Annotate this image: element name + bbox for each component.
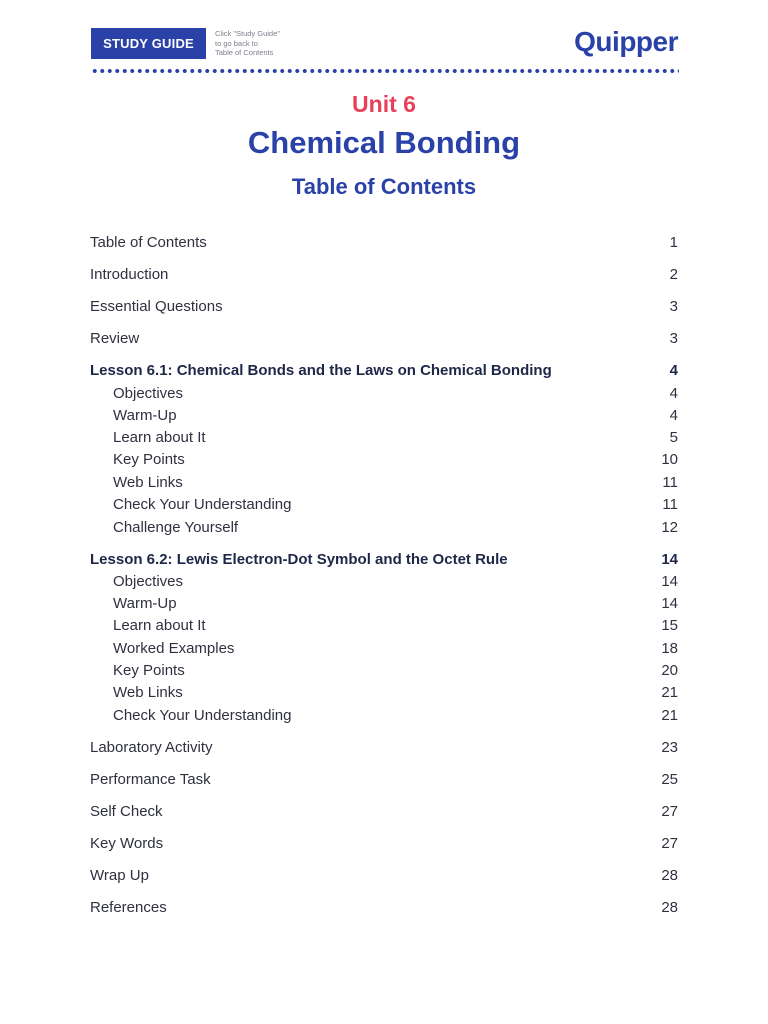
toc-subentry[interactable] (113, 639, 678, 659)
toc-entry-title: Performance Task (90, 771, 211, 788)
toc-entry-title: Warm-Up (113, 595, 177, 612)
toc-entry-title: Introduction (90, 266, 169, 283)
toc-entry-title: Objectives (113, 573, 184, 590)
chapter-title: Chemical Bonding (247, 125, 521, 160)
toc-entry-page: 18 (661, 640, 678, 657)
toc-entry-title: Key Points (113, 451, 185, 468)
toc-entry-page: 21 (661, 707, 678, 724)
toc-entry-page: 28 (661, 899, 678, 916)
toc-subentry[interactable] (113, 518, 678, 538)
toc-entry-page: 14 (661, 595, 678, 612)
toc-entry-title: Essential Questions (90, 298, 223, 315)
toc-entry-page: 12 (661, 519, 678, 536)
toc-entry-title: Laboratory Activity (90, 739, 213, 756)
toc-entry[interactable] (90, 329, 678, 349)
toc-entry-page: 14 (661, 551, 678, 568)
toc-entry-title: Key Points (113, 662, 185, 679)
toc-subentry[interactable] (113, 473, 678, 493)
toc-entry-title: Table of Contents (90, 234, 207, 251)
toc-entry-title: Self Check (90, 803, 163, 820)
toc-entry-title: Review (90, 330, 140, 347)
toc-subentry[interactable] (113, 495, 678, 515)
toc-subentry[interactable] (113, 572, 678, 592)
toc-entry-page: 11 (662, 474, 678, 491)
toc-entry-title: Lesson 6.1: Chemical Bonds and the Laws on Chemical Bonding (90, 362, 552, 379)
toc-entry-page: 2 (669, 266, 678, 283)
toc-subentry[interactable] (113, 661, 678, 681)
toc-lesson-entry[interactable] (90, 550, 678, 570)
toc-entry-page: 14 (661, 573, 678, 590)
toc-entry-page: 27 (661, 803, 678, 820)
toc-entry-page: 21 (661, 684, 678, 701)
toc-entry-page: 3 (669, 298, 678, 315)
toc-entry-page: 20 (661, 662, 678, 679)
toc-entry-page: 15 (661, 617, 678, 634)
toc-entry-page: 5 (669, 429, 678, 446)
toc-subentry[interactable] (113, 706, 678, 726)
toc-subentry[interactable] (113, 616, 678, 636)
toc-entry-title: Lesson 6.2: Lewis Electron-Dot Symbol and the Octet Rule (90, 551, 508, 568)
toc-lesson-entry[interactable] (90, 361, 678, 381)
toc-entry-title: Web Links (113, 474, 183, 491)
quipper-logo: Quipper (574, 26, 678, 57)
toc-entry[interactable] (90, 898, 678, 918)
toc-entry-page: 11 (662, 496, 678, 513)
toc-entry[interactable] (90, 866, 678, 886)
toc-entry-title: Key Words (90, 835, 164, 852)
toc-entry-page: 3 (669, 330, 678, 347)
toc-entry-page: 4 (669, 362, 678, 379)
toc-subentry[interactable] (113, 594, 678, 614)
toc-entry-title: References (90, 899, 167, 916)
toc-entry-title: Learn about It (113, 429, 206, 446)
toc-entry-title: Check Your Understanding (113, 496, 292, 513)
toc-entry-title: Web Links (113, 684, 183, 701)
toc-entry-page: 4 (669, 385, 678, 402)
toc-entry[interactable] (90, 297, 678, 317)
toc-entry-title: Learn about It (113, 617, 206, 634)
toc-entry-page: 28 (661, 867, 678, 884)
toc-subentry[interactable] (113, 384, 678, 404)
toc-subentry[interactable] (113, 450, 678, 470)
toc-entry[interactable] (90, 770, 678, 790)
toc-entry[interactable] (90, 265, 678, 285)
toc-subentry[interactable] (113, 683, 678, 703)
toc-entry-page: 23 (661, 739, 678, 756)
study-guide-hint: Click "Study Guide" to go back to Table of Contents (215, 29, 280, 57)
toc-entry-title: Warm-Up (113, 407, 177, 424)
toc-entry-title: Challenge Yourself (113, 519, 239, 536)
toc-entry-page: 27 (661, 835, 678, 852)
toc-entry[interactable] (90, 233, 678, 253)
toc-heading: Table of Contents (291, 174, 477, 199)
toc-subentry[interactable] (113, 428, 678, 448)
toc-entry[interactable] (90, 738, 678, 758)
toc-entry-title: Worked Examples (113, 640, 235, 657)
toc-entry-page: 25 (661, 771, 678, 788)
toc-entry-title: Wrap Up (90, 867, 149, 884)
toc-entry-page: 4 (669, 407, 678, 424)
toc-entry-title: Check Your Understanding (113, 707, 292, 724)
study-guide-button[interactable]: STUDY GUIDE (91, 28, 206, 59)
toc-entry[interactable] (90, 834, 678, 854)
toc-subentry[interactable] (113, 406, 678, 426)
dotted-divider (91, 69, 679, 73)
unit-label: Unit 6 (352, 91, 416, 117)
toc-entry-page: 10 (661, 451, 678, 468)
toc-entry-page: 1 (669, 234, 678, 251)
toc-entry-title: Objectives (113, 385, 184, 402)
toc-entry[interactable] (90, 802, 678, 822)
